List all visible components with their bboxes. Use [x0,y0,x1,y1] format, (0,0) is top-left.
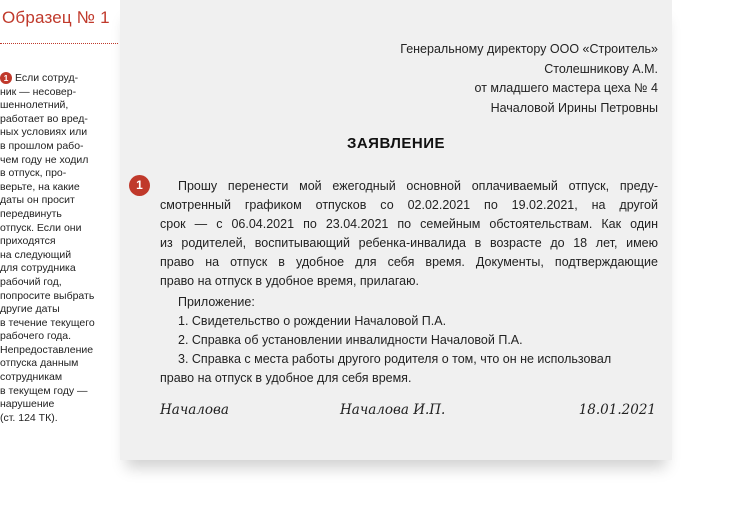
sidenote-line: в течение текущего [0,316,95,329]
sidenote-line: чем году не ходил [0,153,89,166]
body-line: смотренный графиком отпусков со 02.02.2021 по 19.02.2021, на другой [160,198,658,212]
sidenote-line: ных условиях или [0,126,88,139]
application-body [160,177,658,291]
sidenote-line: передвинуть [0,207,62,220]
attachment-item: 1. Свидетельство о рождении Началовой П.А. [178,314,447,328]
addressee-line: от младшего мастера цеха № 4 [474,81,658,96]
signer-name: Началова И.П. [340,402,446,418]
sidenote-line: на следующий [0,248,72,261]
sample-title: Образец № 1 [2,8,110,27]
sidenote-line: приходятся [0,235,56,248]
sidenote-line: верьте, на какие [0,180,80,193]
sidenote-line: другие даты [0,303,60,316]
body-line: право на отпуск в удобное время, прилагаю. [160,274,419,288]
body-line: Прошу перенести мой ежегодный основной оплачиваемый отпуск, преду- [178,179,658,193]
note-number-badge: 1 [0,72,12,84]
sidenote-line: рабочий год, [0,275,62,288]
sidenote-line: 1 Если сотруд- [0,72,118,86]
attachments-block [160,293,658,388]
sidenote-line: отпуска данным [0,357,79,370]
sidenote-line: ник — несовер- [0,85,77,98]
addressee-line: Генеральному директору ООО «Строитель» [400,42,658,56]
body-line: срок — с 06.04.2021 по 23.04.2021 по семейным обстоятельствам. Как один [160,217,658,231]
attachment-item: 3. Справка с места работы другого родителя о том, что он не использовал [178,352,612,366]
sidenote-line: даты он просит [0,194,75,207]
document-title: ЗАЯВЛЕНИЕ [346,135,446,152]
signature: Началова [160,402,229,418]
sidenote-line: в отпуск, про- [0,167,67,180]
sidenote-line: Непредоставление [0,343,94,356]
sidenote-line: попросите выбрать [0,289,95,302]
sidenote-line: работает во вред- [0,112,88,125]
attachments-heading: Приложение: [178,295,255,309]
sidenote-line: отпуск. Если они [0,221,82,234]
attachment-item: 2. Справка об установлении инвалидности Началовой П.А. [178,333,523,347]
sidenote-line: в прошлом рабо- [0,139,84,152]
signature-date: 18.01.2021 [578,402,656,418]
sidenote [0,72,118,425]
sidenote-line: сотрудникам [0,371,63,384]
sidenote-line: шеннолетний, [0,99,69,112]
attachment-item-continuation: право на отпуск в удобное для себя время. [160,371,412,385]
body-line: из родителей, воспитывающий ребенка-инвалида в возрасте до 18 лет, имею [160,236,658,250]
addressee-block [400,40,658,118]
sidenote-line: нарушение [0,398,55,411]
body-line: право на отпуск в удобное для себя время. Документы, подтверждающие [160,255,658,269]
addressee-line: Началовой Ирины Петровны [490,100,658,115]
sidenote-line: рабочего года. [0,330,72,343]
sidenote-line: в текущем году — [0,384,88,397]
document-sheet [120,0,672,460]
addressee-line: Столешникову А.М. [544,61,658,76]
sidenote-line: (ст. 124 ТК). [0,411,58,424]
sidenote-line: для сотрудника [0,262,76,275]
note-number-badge-main: 1 [129,175,150,196]
title-divider [0,43,118,44]
